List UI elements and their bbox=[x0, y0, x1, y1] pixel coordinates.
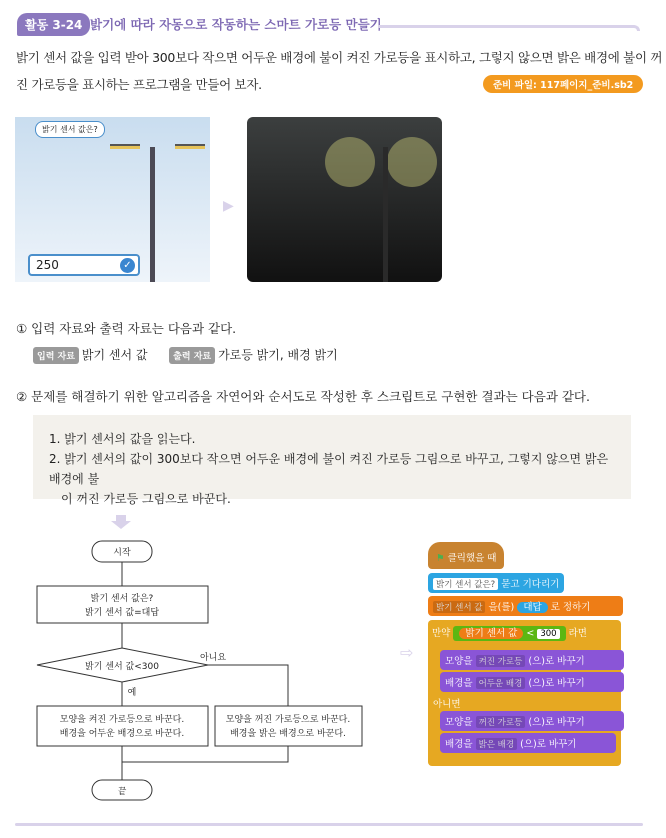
set-mid: 을(를) bbox=[488, 602, 515, 613]
ask-block[interactable] bbox=[428, 573, 564, 593]
if-row bbox=[428, 622, 591, 642]
flowchart bbox=[0, 505, 400, 815]
input-value: 밝기 센서 값 bbox=[81, 348, 148, 362]
change-label: (으)로 바꾸기 bbox=[520, 739, 577, 750]
switch-costume-block[interactable] bbox=[440, 650, 624, 670]
process-yes bbox=[37, 706, 208, 746]
bright-stage-image bbox=[15, 117, 210, 282]
start-label: 시작 bbox=[113, 548, 131, 558]
backdrop-label: 배경을 bbox=[445, 739, 473, 750]
backdrop-label: 배경을 bbox=[445, 678, 473, 689]
switch-costume-block[interactable] bbox=[440, 711, 624, 731]
variable-dropdown[interactable]: 밝기 센서 값 bbox=[433, 601, 485, 613]
hat-label: 클릭했을 때 bbox=[447, 553, 497, 564]
process-no bbox=[215, 706, 362, 746]
io-line bbox=[33, 346, 338, 364]
input-label-2: 밝기 센서 값=대답 bbox=[84, 608, 160, 618]
down-arrow-icon bbox=[111, 515, 131, 529]
output-value: 가로등 밝기, 배경 밝기 bbox=[218, 348, 338, 362]
when-flag-clicked-block[interactable] bbox=[428, 542, 504, 569]
threshold-input[interactable]: 300 bbox=[537, 629, 559, 639]
activity-badge: 활동 3-24 bbox=[17, 13, 90, 36]
input-label-1: 밝기 센서 값은? bbox=[90, 594, 154, 604]
arrow-right-icon: ⇨ bbox=[400, 643, 414, 662]
set-end: 로 정하기 bbox=[550, 602, 591, 613]
answer-value: 250 bbox=[36, 258, 59, 272]
change-label: (으)로 바꾸기 bbox=[528, 656, 585, 667]
algorithm-step-2: 2. 밝기 센서의 값이 300보다 작으면 어두운 배경에 불이 켜진 가로등 그림으로 바꾸고, 그렇지 않으면 밝은 배경에 불 bbox=[49, 452, 609, 486]
answer-input[interactable] bbox=[28, 254, 140, 276]
look-label: 모양을 bbox=[445, 656, 473, 667]
lamp-glow bbox=[387, 137, 437, 187]
end-label: 끝 bbox=[117, 787, 127, 797]
condition-variable[interactable]: 밝기 센서 값 bbox=[459, 628, 523, 639]
then-label: 라면 bbox=[568, 628, 587, 639]
title-divider bbox=[378, 25, 640, 31]
page-title: 밝기에 따라 자동으로 작동하는 스마트 가로등 만들기 bbox=[90, 17, 382, 32]
look-label: 모양을 bbox=[445, 717, 473, 728]
lamp-pole bbox=[383, 147, 388, 282]
lamp-glow bbox=[325, 137, 375, 187]
yes-label: 예 bbox=[127, 688, 137, 698]
intro-line-2: 진 가로등을 표시하는 프로그램을 만들어 보자. bbox=[16, 77, 262, 92]
lamp-pole bbox=[150, 147, 155, 282]
no-step-2: 배경을 밝은 배경으로 바꾼다. bbox=[230, 729, 346, 739]
algorithm-box bbox=[33, 415, 631, 506]
ask-slot[interactable]: 밝기 센서 값은? bbox=[433, 578, 498, 590]
costume-dropdown[interactable]: 켜진 가로등 bbox=[476, 655, 526, 667]
yes-step-2: 배경을 어두운 배경으로 바꾼다. bbox=[59, 729, 185, 739]
speech-bubble: 밝기 센서 값은? bbox=[35, 121, 105, 138]
lamp-head bbox=[110, 144, 140, 149]
bottom-divider bbox=[15, 823, 643, 826]
switch-backdrop-block[interactable] bbox=[440, 733, 616, 753]
backdrop-dropdown[interactable]: 어두운 배경 bbox=[476, 677, 526, 689]
change-label: (으)로 바꾸기 bbox=[528, 717, 585, 728]
switch-backdrop-block[interactable] bbox=[440, 672, 624, 692]
dark-stage-image bbox=[247, 117, 442, 282]
scratch-script bbox=[428, 540, 628, 770]
no-step-1: 모양을 꺼진 가로등으로 바꾼다. bbox=[225, 715, 351, 725]
file-badge: 준비 파일: 117페이지_준비.sb2 bbox=[483, 75, 643, 93]
algorithm-step-2-cont: 이 꺼진 가로등 그림으로 바꾼다. bbox=[61, 492, 231, 506]
if-label: 만약 bbox=[432, 628, 451, 639]
output-tag: 출력 자료 bbox=[169, 347, 215, 364]
ask-label: 묻고 기다리기 bbox=[501, 579, 560, 590]
change-label: (으)로 바꾸기 bbox=[528, 678, 585, 689]
intro-line-1: 밝기 센서 값을 입력 받아 300보다 작으면 어두운 배경에 불이 켜진 가로등을 표시하고, 그렇지 않으면 밝은 배경에 불이 꺼 bbox=[16, 50, 663, 65]
set-variable-block[interactable] bbox=[428, 596, 623, 616]
green-flag-icon: ⚑ bbox=[436, 553, 445, 564]
yes-step-1: 모양을 켜진 가로등으로 바꾼다. bbox=[59, 715, 185, 725]
costume-dropdown[interactable]: 꺼진 가로등 bbox=[476, 716, 526, 728]
algorithm-step-1: 1. 밝기 센서의 값을 읽는다. bbox=[49, 432, 196, 446]
section-1-text: ① 입력 자료와 출력 자료는 다음과 같다. bbox=[16, 321, 237, 336]
no-label: 아니요 bbox=[199, 653, 227, 663]
check-icon[interactable]: ✓ bbox=[120, 258, 135, 273]
else-label: 아니면 bbox=[433, 699, 461, 710]
answer-reporter[interactable]: 대답 bbox=[517, 602, 547, 613]
backdrop-dropdown[interactable]: 밝은 배경 bbox=[476, 738, 518, 750]
if-else-block[interactable] bbox=[428, 620, 621, 766]
input-tag: 입력 자료 bbox=[33, 347, 79, 364]
less-than: < bbox=[526, 628, 535, 639]
lamp-head bbox=[175, 144, 205, 149]
section-2-text: ② 문제를 해결하기 위한 알고리즘을 자연어와 순서도로 작성한 후 스크립트로 구현한 결과는 다음과 같다. bbox=[16, 389, 590, 404]
decision-label: 밝기 센서 값<300 bbox=[85, 662, 159, 672]
arrow-right-icon: ▶ bbox=[223, 198, 234, 214]
